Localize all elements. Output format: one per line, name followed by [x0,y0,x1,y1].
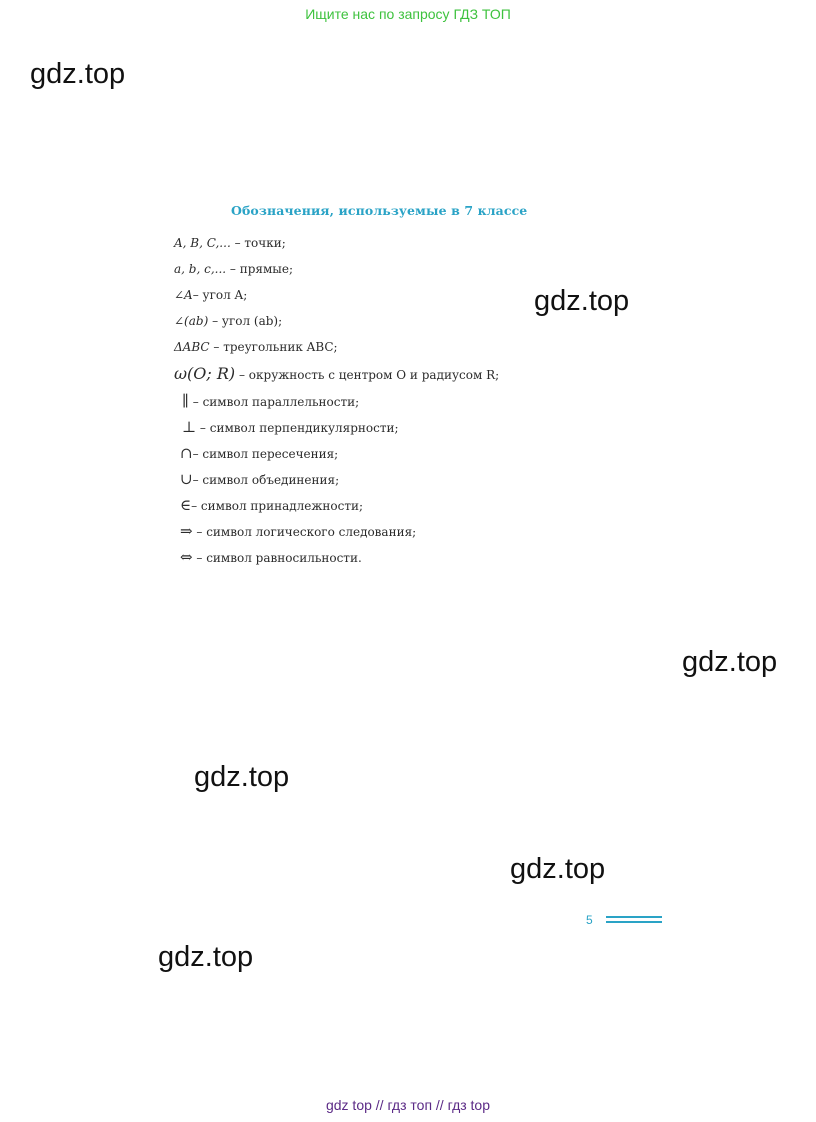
notation-text: – символ логического следования; [192,525,417,539]
watermark: gdz.top [158,941,254,973]
notation-item [182,418,399,436]
watermark: gdz.top [510,853,606,885]
notation-symbol: ΔABC [174,340,210,354]
notation-symbol: ∠(ab) [174,314,209,328]
top-banner: Ищите нас по запросу ГДЗ ТОП [305,6,511,22]
notation-item [174,340,338,354]
watermark: gdz.top [194,761,290,793]
page-rule [606,921,662,923]
notation-item [180,470,339,488]
notation-text: – символ параллельности; [188,395,360,409]
notation-text: – символ перпендикулярности; [196,421,399,435]
notation-item [174,364,499,383]
notation-symbol: ∠A [174,288,193,302]
footer: gdz top // гдз топ // гдз top [325,1097,491,1113]
page-rule [606,916,662,918]
notation-item [180,496,363,514]
notation-text: – символ принадлежности; [191,499,363,513]
implies-icon: ⇒ [180,522,193,540]
notation-item [180,548,362,566]
notation-text: – символ пересечения; [192,447,339,461]
perpendicular-icon: ⊥ [182,418,197,436]
notation-symbol: A, B, C,... [174,236,231,250]
union-icon: ∪ [180,470,193,488]
notation-item [180,522,416,540]
page-title: Обозначения, используемые в 7 классе [231,203,528,218]
notation-text: – точки; [230,236,286,250]
notation-text: – окружность с центром O и радиусом R; [235,368,500,382]
notation-item [182,392,359,410]
notation-text: – угол (ab); [208,314,283,328]
notation-text: – угол A; [192,288,248,302]
notation-item [174,236,286,250]
notation-item [174,262,293,276]
notation-text: – символ объединения; [192,473,340,487]
watermark: gdz.top [30,58,126,90]
intersection-icon: ∩ [180,444,193,462]
notation-symbol: ω(O; R) [174,364,236,383]
notation-item [174,288,247,302]
notation-text: – символ равносильности. [192,551,362,565]
notation-text: – треугольник ABC; [209,340,338,354]
notation-text: – прямые; [226,262,293,276]
notation-item [180,444,338,462]
notation-symbol: a, b, c,... [174,262,227,276]
notation-item [174,314,282,328]
equivalence-icon: ⇔ [180,548,193,566]
watermark: gdz.top [682,646,778,678]
page-number: 5 [586,913,593,927]
parallel-icon: ∥ [182,392,189,410]
watermark: gdz.top [534,285,630,317]
element-of-icon: ∈ [180,496,192,514]
